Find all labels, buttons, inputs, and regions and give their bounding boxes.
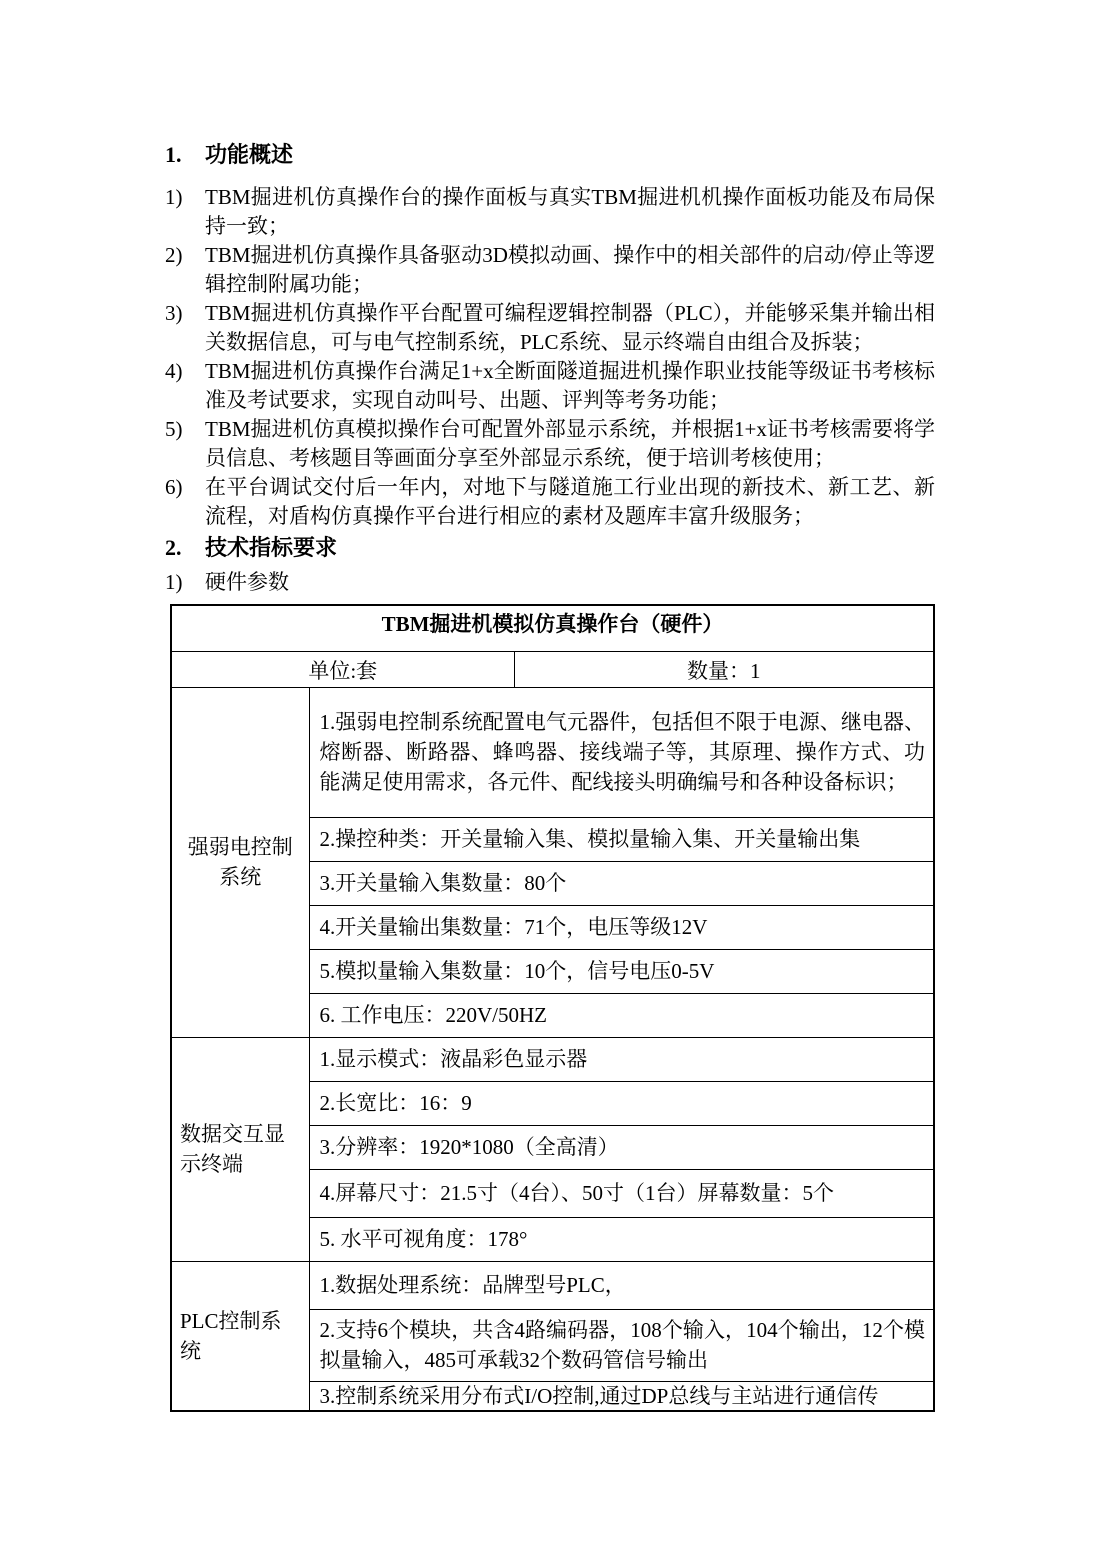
section-1-number: 1. (165, 142, 182, 167)
spec-item-cell: 1.显示模式：液晶彩色显示器 (309, 1037, 934, 1081)
feature-item-6 (165, 473, 935, 531)
spec-item-cell: 1.强弱电控制系统配置电气元器件，包括但不限于电源、继电器、熔断器、断路器、蜂鸣器、接线端子等，其原理、操作方式、功能满足使用需求，各元件、配线接头明确编号和各种设备标识； (309, 687, 934, 817)
feature-item-2-text: TBM掘进机仿真操作具备驱动3D模拟动画、操作中的相关部件的启动/停止等逻辑控制附属功能； (205, 243, 935, 296)
spec-item-cell: 3.控制系统采用分布式I/O控制,通过DP总线与主站进行通信传 (309, 1381, 934, 1411)
category-cell-plc-control: PLC控制系统 (171, 1261, 309, 1411)
feature-item-5-text: TBM掘进机仿真模拟操作台可配置外部显示系统，并根据1+x证书考核需要将学员信息、考核题目等画面分享至外部显示系统，便于培训考核使用； (205, 417, 935, 470)
table-quantity-cell: 数量：1 (514, 651, 934, 687)
section-1-title: 功能概述 (205, 142, 294, 167)
category-cell-display-terminal: 数据交互显示终端 (171, 1037, 309, 1261)
feature-item-3-number: 3) (165, 301, 183, 325)
subsection-number: 1) (165, 570, 183, 594)
subsection-hardware-params (165, 568, 935, 597)
section-2-number: 2. (165, 535, 182, 560)
feature-item-5 (165, 415, 935, 473)
spec-item-cell: 4.开关量输出集数量：71个，电压等级12V (309, 905, 934, 949)
feature-item-1-text: TBM掘进机仿真操作台的操作面板与真实TBM掘进机机操作面板功能及布局保持一致； (205, 185, 935, 238)
table-title: TBM掘进机模拟仿真操作台（硬件） (171, 605, 934, 651)
spec-item-cell: 4.屏幕尺寸：21.5寸（4台）、50寸（1台）屏幕数量：5个 (309, 1169, 934, 1217)
section-1-heading (165, 140, 935, 169)
feature-item-1-number: 1) (165, 185, 183, 209)
feature-item-2-number: 2) (165, 243, 183, 267)
feature-item-5-number: 5) (165, 417, 183, 441)
spec-item-cell: 1.数据处理系统：品牌型号PLC， (309, 1261, 934, 1309)
table-unit-cell: 单位:套 (171, 651, 514, 687)
spec-item-cell: 2.操控种类：开关量输入集、模拟量输入集、开关量输出集 (309, 817, 934, 861)
subsection-text: 硬件参数 (205, 570, 289, 594)
spec-item-cell: 5. 水平可视角度：178° (309, 1217, 934, 1261)
spec-item-cell: 5.模拟量输入集数量：10个，信号电压0-5V (309, 949, 934, 993)
category-cell-electrical-control: 强弱电控制系统 (171, 687, 309, 1037)
hardware-spec-table (170, 604, 935, 1412)
spec-item-cell: 3.分辨率：1920*1080（全高清） (309, 1125, 934, 1169)
feature-item-6-text: 在平台调试交付后一年内，对地下与隧道施工行业出现的新技术、新工艺、新流程，对盾构仿真操作平台进行相应的素材及题库丰富升级服务； (205, 475, 935, 528)
spec-item-cell: 2.支持6个模块，共含4路编码器，108个输入，104个输出，12个模拟量输入，485可承载32个数码管信号输出 (309, 1309, 934, 1381)
feature-item-3-text: TBM掘进机仿真操作平台配置可编程逻辑控制器（PLC），并能够采集并输出相关数据信息，可与电气控制系统，PLC系统、显示终端自由组合及拆装； (205, 301, 935, 354)
feature-item-6-number: 6) (165, 475, 183, 499)
feature-item-4-text: TBM掘进机仿真操作台满足1+x全断面隧道掘进机操作职业技能等级证书考核标准及考试要求，实现自动叫号、出题、评判等考务功能； (205, 359, 935, 412)
feature-item-3 (165, 299, 935, 357)
feature-item-4-number: 4) (165, 359, 183, 383)
feature-item-1 (165, 183, 935, 241)
feature-item-2 (165, 241, 935, 299)
section-2-heading (165, 533, 935, 562)
spec-item-cell: 2.长宽比：16：9 (309, 1081, 934, 1125)
spec-item-cell: 3.开关量输入集数量：80个 (309, 861, 934, 905)
feature-item-4 (165, 357, 935, 415)
spec-item-cell: 6. 工作电压：220V/50HZ (309, 993, 934, 1037)
section-2-title: 技术指标要求 (205, 535, 338, 560)
